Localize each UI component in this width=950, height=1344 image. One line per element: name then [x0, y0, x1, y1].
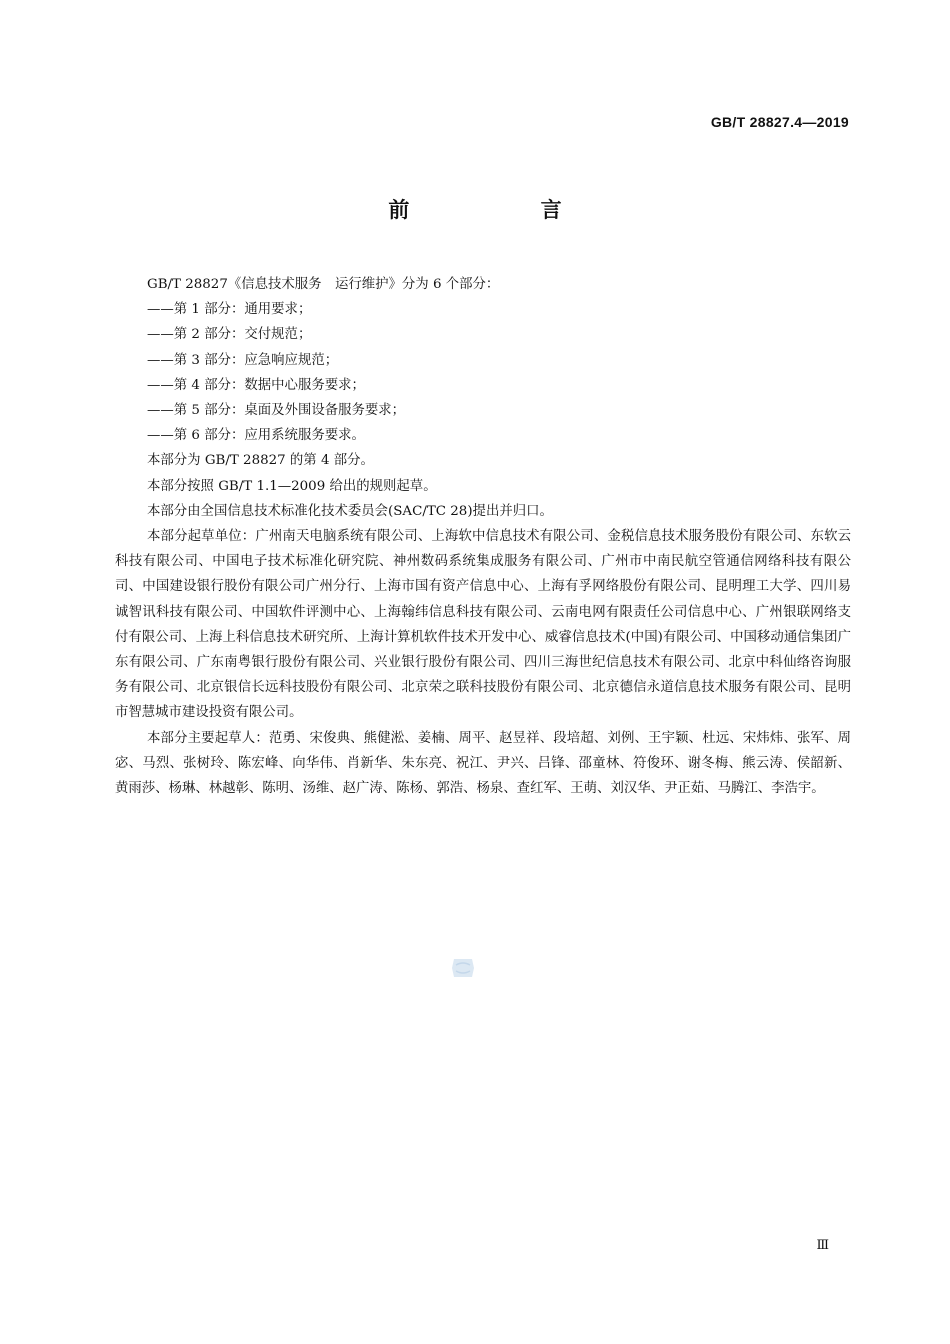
- page-title: 前 言: [388, 198, 624, 222]
- list-item-part-4: ——第 4 部分：数据中心服务要求；: [147, 377, 365, 393]
- paragraph-drafting-rules: 本部分按照 GB/T 1.1—2009 给出的规则起草。: [147, 478, 437, 494]
- foreword-body: [115, 272, 851, 801]
- list-item-part-2: ——第 2 部分：交付规范；: [147, 327, 312, 343]
- list-item-part-3: ——第 3 部分：应急响应规范；: [147, 352, 339, 368]
- paragraph-this-part: 本部分为 GB/T 28827 的第 4 部分。: [147, 453, 374, 469]
- paragraph-proposed-by: 本部分由全国信息技术标准化技术委员会(SAC/TC 28)提出并归口。: [147, 503, 553, 519]
- list-item-part-6: ——第 6 部分：应用系统服务要求。: [147, 428, 365, 444]
- paragraph-drafters: 本部分主要起草人：范勇、宋俊典、熊健淞、姜楠、周平、赵昱祥、段培超、刘例、王宇颖、杜远、宋炜炜、张军、周宓、马烈、张树玲、陈宏峰、向华伟、肖新华、朱东亮、祝江、尹兴、吕锋、邵童林、符俊环、谢冬梅、熊云涛、侯韶新、黄雨莎、杨琳、林越彰、陈明、汤维、赵广涛、陈杨、郭浩、杨泉、查红军、王萌、刘汉华、尹正茹、马腾江、李浩宇。: [115, 730, 851, 797]
- paragraph-drafting-units: 本部分起草单位：广州南天电脑系统有限公司、上海软中信息技术有限公司、金税信息技术服务股份有限公司、东软云科技有限公司、中国电子技术标准化研究院、神州数码系统集成服务有限公司、广州市中南民航空管通信网络科技有限公司、中国建设银行股份有限公司广州分行、上海市国有资产信息中心、上海有孚网络股份有限公司、昆明理工大学、四川易诚智讯科技有限公司、中国软件评测中心、上海翰纬信息科技有限公司、云南电网有限责任公司信息中心、广州银联网络支付有限公司、上海上科信息技术研究所、上海计算机软件技术开发中心、威睿信息技术(中国)有限公司、中国移动通信集团广东有限公司、广东南粤银行股份有限公司、兴业银行股份有限公司、四川三海世纪信息技术有限公司、北京中科仙络咨询服务有限公司、北京银信长远科技股份有限公司、北京荣之联科技股份有限公司、北京德信永道信息技术服务有限公司、昆明市智慧城市建设投资有限公司。: [115, 529, 851, 721]
- list-item-part-5: ——第 5 部分：桌面及外围设备服务要求；: [147, 403, 406, 419]
- sac-logo-icon: [450, 957, 476, 979]
- list-item-part-1: ——第 1 部分：通用要求；: [147, 302, 312, 318]
- page-number: Ⅲ: [816, 1238, 829, 1253]
- standard-code: GB/T 28827.4—2019: [710, 114, 849, 130]
- paragraph-parts-intro: GB/T 28827《信息技术服务 运行维护》分为 6 个部分：: [147, 277, 500, 292]
